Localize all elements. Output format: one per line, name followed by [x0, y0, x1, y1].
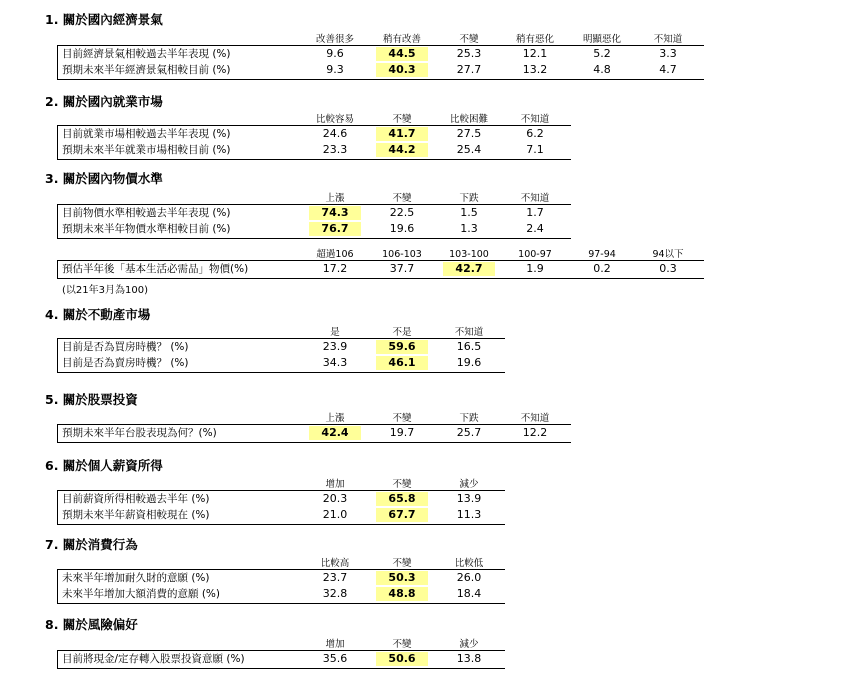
- value-cell: 9.3: [326, 63, 344, 76]
- value-cell: 4.7: [659, 63, 677, 76]
- table-header-rule: [57, 204, 571, 205]
- value-cell: 13.8: [456, 652, 482, 665]
- value-cell: 19.6: [456, 356, 482, 369]
- section-title: 2. 關於國內就業市場: [45, 94, 163, 109]
- base-note: (以21年3月為100): [62, 285, 148, 296]
- column-header: 不知道: [520, 193, 550, 204]
- value-cell: 44.5: [376, 47, 428, 61]
- value-cell: 20.3: [322, 492, 348, 505]
- value-cell: 1.7: [526, 206, 544, 219]
- value-cell: 1.5: [460, 206, 478, 219]
- table-left-border: [57, 424, 58, 443]
- table-left-border: [57, 45, 58, 80]
- value-cell: 3.3: [659, 47, 677, 60]
- value-cell: 5.2: [593, 47, 611, 60]
- value-cell: 74.3: [309, 206, 361, 220]
- column-header: 不是: [392, 327, 412, 338]
- value-cell: 27.5: [456, 127, 482, 140]
- table-left-border: [57, 650, 58, 669]
- column-header: 不知道: [653, 34, 683, 45]
- value-cell: 0.3: [659, 262, 677, 275]
- column-header: 100-97: [518, 249, 552, 260]
- value-cell: 2.4: [526, 222, 544, 235]
- subtable-left-border: [57, 260, 58, 279]
- row-label: 目前經濟景氣相較過去半年表現 (%): [62, 48, 231, 60]
- value-cell: 16.5: [456, 340, 482, 353]
- column-header: 明顯惡化: [582, 34, 621, 45]
- value-cell: 18.4: [456, 587, 482, 600]
- value-cell: 21.0: [322, 508, 348, 521]
- table-bottom-rule: [57, 372, 505, 373]
- value-cell: 11.3: [456, 508, 482, 521]
- value-cell: 9.6: [326, 47, 344, 60]
- table-left-border: [57, 204, 58, 239]
- column-header: 比較低: [454, 558, 484, 569]
- table-header-rule: [57, 338, 505, 339]
- table-header-rule: [57, 45, 704, 46]
- row-label: 預期未來半年物價水準相較目前 (%): [62, 223, 231, 235]
- value-cell: 22.5: [389, 206, 415, 219]
- value-cell: 26.0: [456, 571, 482, 584]
- value-cell: 0.2: [593, 262, 611, 275]
- value-cell: 25.4: [456, 143, 482, 156]
- value-cell: 50.3: [376, 571, 428, 585]
- column-header: 97-94: [588, 249, 616, 260]
- column-header: 下跌: [459, 413, 479, 424]
- value-cell: 23.9: [322, 340, 348, 353]
- table-bottom-rule: [57, 238, 571, 239]
- row-label: 預估半年後「基本生活必需品」物價(%): [62, 263, 249, 275]
- value-cell: 19.6: [389, 222, 415, 235]
- value-cell: 12.2: [522, 426, 548, 439]
- row-label: 目前將現金/定存轉入股票投資意願 (%): [62, 653, 245, 665]
- value-cell: 34.3: [322, 356, 348, 369]
- value-cell: 1.9: [526, 262, 544, 275]
- table-bottom-rule: [57, 524, 505, 525]
- table-header-rule: [57, 650, 505, 651]
- value-cell: 76.7: [309, 222, 361, 236]
- value-cell: 12.1: [522, 47, 548, 60]
- column-header: 不知道: [454, 327, 484, 338]
- column-header: 增加: [325, 479, 345, 490]
- subtable-header-rule: [57, 260, 704, 261]
- value-cell: 1.3: [460, 222, 478, 235]
- column-header: 稍有改善: [382, 34, 421, 45]
- table-bottom-rule: [57, 668, 505, 669]
- column-header: 改善很多: [315, 34, 354, 45]
- column-header: 94以下: [652, 249, 684, 260]
- table-bottom-rule: [57, 442, 571, 443]
- subtable-bottom-rule: [57, 278, 704, 279]
- column-header: 稍有惡化: [515, 34, 554, 45]
- column-header: 上漲: [325, 193, 345, 204]
- section-title: 3. 關於國內物價水準: [45, 171, 163, 186]
- value-cell: 50.6: [376, 652, 428, 666]
- column-header: 不知道: [520, 413, 550, 424]
- value-cell: 24.6: [322, 127, 348, 140]
- table-bottom-rule: [57, 159, 571, 160]
- column-header: 不知道: [520, 114, 550, 125]
- value-cell: 17.2: [322, 262, 348, 275]
- column-header: 比較高: [320, 558, 350, 569]
- section-title: 8. 關於風險偏好: [45, 617, 138, 632]
- table-bottom-rule: [57, 603, 505, 604]
- row-label: 預期未來半年經濟景氣相較目前 (%): [62, 64, 231, 76]
- column-header: 不變: [392, 639, 412, 650]
- section-title: 7. 關於消費行為: [45, 537, 138, 552]
- row-label: 目前是否為賣房時機？ (%): [62, 357, 189, 369]
- value-cell: 25.7: [456, 426, 482, 439]
- column-header: 不變: [392, 558, 412, 569]
- value-cell: 6.2: [526, 127, 544, 140]
- row-label: 未來半年增加耐久財的意願 (%): [62, 572, 210, 584]
- column-header: 是: [330, 327, 340, 338]
- column-header: 比較容易: [315, 114, 354, 125]
- section-title: 1. 關於國內經濟景氣: [45, 12, 163, 27]
- column-header: 超過106: [316, 249, 354, 260]
- column-header: 不變: [459, 34, 479, 45]
- table-bottom-rule: [57, 79, 704, 80]
- column-header: 不變: [392, 193, 412, 204]
- value-cell: 37.7: [389, 262, 415, 275]
- value-cell: 13.9: [456, 492, 482, 505]
- value-cell: 35.6: [322, 652, 348, 665]
- table-header-rule: [57, 490, 505, 491]
- row-label: 預期未來半年台股表現為何？(%): [62, 427, 217, 439]
- value-cell: 44.2: [376, 143, 428, 157]
- table-left-border: [57, 569, 58, 604]
- table-left-border: [57, 490, 58, 525]
- value-cell: 48.8: [376, 587, 428, 601]
- column-header: 下跌: [459, 193, 479, 204]
- row-label: 目前是否為買房時機？ (%): [62, 341, 189, 353]
- column-header: 減少: [459, 479, 479, 490]
- value-cell: 27.7: [456, 63, 482, 76]
- value-cell: 42.7: [443, 262, 495, 276]
- column-header: 不變: [392, 413, 412, 424]
- row-label: 預期未來半年薪資相較現在 (%): [62, 509, 210, 521]
- value-cell: 41.7: [376, 127, 428, 141]
- value-cell: 42.4: [309, 426, 361, 440]
- section-title: 5. 關於股票投資: [45, 392, 138, 407]
- column-header: 比較困難: [449, 114, 488, 125]
- table-left-border: [57, 125, 58, 160]
- value-cell: 65.8: [376, 492, 428, 506]
- value-cell: 23.7: [322, 571, 348, 584]
- value-cell: 7.1: [526, 143, 544, 156]
- column-header: 不變: [392, 114, 412, 125]
- row-label: 未來半年增加大額消費的意願 (%): [62, 588, 221, 600]
- value-cell: 4.8: [593, 63, 611, 76]
- column-header: 減少: [459, 639, 479, 650]
- column-header: 不變: [392, 479, 412, 490]
- table-header-rule: [57, 569, 505, 570]
- table-header-rule: [57, 424, 571, 425]
- row-label: 目前物價水準相較過去半年表現 (%): [62, 207, 231, 219]
- section-title: 6. 關於個人薪資所得: [45, 458, 163, 473]
- value-cell: 19.7: [389, 426, 415, 439]
- column-header: 106-103: [382, 249, 422, 260]
- column-header: 103-100: [449, 249, 489, 260]
- value-cell: 46.1: [376, 356, 428, 370]
- value-cell: 32.8: [322, 587, 348, 600]
- table-header-rule: [57, 125, 571, 126]
- row-label: 目前就業市場相較過去半年表現 (%): [62, 128, 231, 140]
- value-cell: 67.7: [376, 508, 428, 522]
- value-cell: 40.3: [376, 63, 428, 77]
- table-left-border: [57, 338, 58, 373]
- column-header: 上漲: [325, 413, 345, 424]
- section-title: 4. 關於不動產市場: [45, 307, 151, 322]
- value-cell: 23.3: [322, 143, 348, 156]
- value-cell: 59.6: [376, 340, 428, 354]
- value-cell: 25.3: [456, 47, 482, 60]
- value-cell: 13.2: [522, 63, 548, 76]
- column-header: 增加: [325, 639, 345, 650]
- row-label: 預期未來半年就業市場相較目前 (%): [62, 144, 231, 156]
- row-label: 目前薪資所得相較過去半年 (%): [62, 493, 210, 505]
